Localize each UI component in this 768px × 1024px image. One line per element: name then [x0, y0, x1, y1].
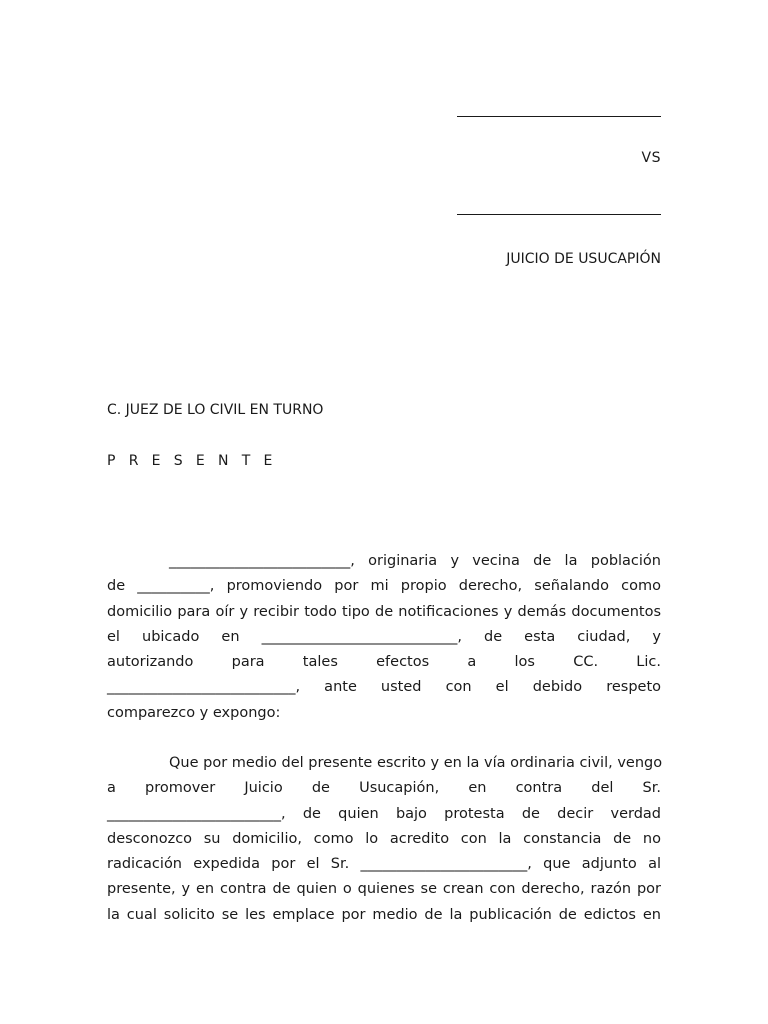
defendant-blank-line: [457, 214, 661, 215]
paragraph-line: la cual solicito se les emplace por medio de la publicación de edictos en: [107, 906, 661, 923]
addressee-judge: C. JUEZ DE LO CIVIL EN TURNO: [107, 402, 324, 418]
paragraph-line: __________________________, ante usted con el debido respeto: [107, 679, 661, 696]
plaintiff-underline: [457, 116, 661, 117]
paragraph-line: ________________________, de quien bajo protesta de decir verdad: [107, 805, 661, 822]
paragraph-line: a promover Juicio de Usucapión, en contra del Sr.: [107, 780, 661, 797]
body-paragraph-1: [107, 549, 661, 726]
paragraph-line: presente, y en contra de quien o quienes se crean con derecho, razón por: [107, 881, 661, 898]
paragraph-line: el ubicado en ___________________________, de esta ciudad, y: [107, 628, 661, 645]
paragraph-line: de __________, promoviendo por mi propio derecho, señalando como: [107, 578, 661, 595]
paragraph-line: _________________________, originaria y vecina de la población: [169, 553, 661, 569]
paragraph-line: domicilio para oír y recibir todo tipo de notificaciones y demás documentos: [107, 603, 661, 620]
case-type-heading: JUICIO DE USUCAPIÓN: [506, 251, 661, 267]
paragraph-line: comparezco y expongo:: [107, 704, 281, 721]
paragraph-line: autorizando para tales efectos a los CC. Lic.: [107, 654, 661, 671]
vs-label: VS: [641, 150, 661, 166]
body-paragraph-2: [107, 751, 661, 928]
paragraph-line: Que por medio del presente escrito y en la vía ordinaria civil, vengo: [169, 755, 663, 771]
paragraph-line: radicación expedida por el Sr. _______________________, que adjunto al: [107, 856, 661, 873]
paragraph-line: desconozco su domicilio, como lo acredito con la constancia de no: [107, 830, 661, 847]
plaintiff-blank-line: [457, 116, 661, 117]
addressee-presente: P R E S E N T E: [107, 453, 277, 469]
defendant-underline: [457, 214, 661, 215]
